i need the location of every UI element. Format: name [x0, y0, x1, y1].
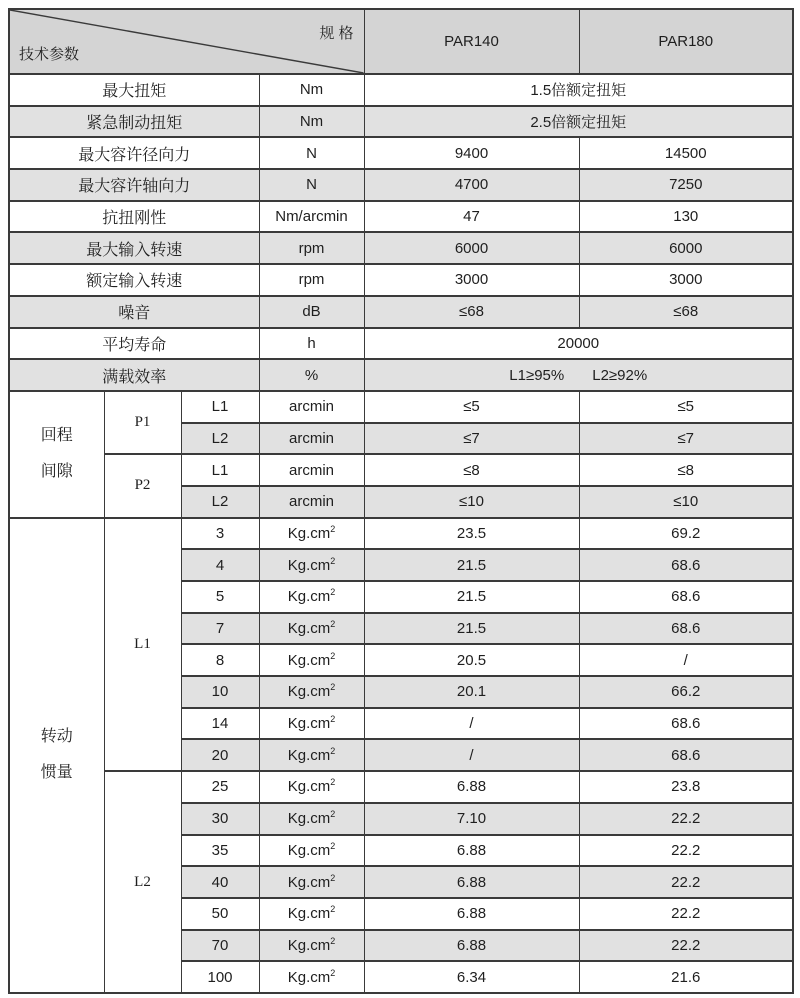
unit-cell: %: [259, 359, 364, 391]
spec-label: 抗扭刚性: [9, 201, 259, 233]
spanned-value-cell: 2.5倍额定扭矩: [364, 106, 793, 138]
par180-value-cell: 22.2: [579, 835, 793, 867]
unit-cell: Nm: [259, 106, 364, 138]
par140-value-cell: 6.88: [364, 898, 579, 930]
row-rated-input-speed: [9, 264, 793, 296]
par180-value-cell: 130: [579, 201, 793, 233]
par180-value-cell: 68.6: [579, 708, 793, 740]
unit-superscript: 2: [330, 619, 336, 630]
par180-value-cell: 22.2: [579, 930, 793, 962]
spec-corner-label: 规 格: [319, 25, 354, 42]
ratio-cell: 14: [181, 708, 259, 740]
backlash-p2-cell: P2: [104, 454, 181, 517]
unit-cell: [259, 581, 364, 613]
ratio-cell: 3: [181, 518, 259, 550]
unit-cell: Nm: [259, 74, 364, 106]
par180-value-cell: 68.6: [579, 739, 793, 771]
unit-base: Kg.cm: [287, 936, 331, 954]
unit-superscript: 2: [330, 523, 336, 534]
par140-value-cell: ≤5: [364, 391, 579, 423]
row-max-input-speed: [9, 232, 793, 264]
par140-value-cell: 21.5: [364, 581, 579, 613]
unit-superscript: 2: [330, 587, 336, 598]
unit-cell: arcmin: [259, 391, 364, 423]
par180-value-cell: /: [579, 644, 793, 676]
par140-value-cell: ≤10: [364, 486, 579, 518]
unit-base: Kg.cm: [287, 905, 331, 923]
unit-cell: arcmin: [259, 486, 364, 518]
unit-cell: dB: [259, 296, 364, 328]
par140-value-cell: ≤68: [364, 296, 579, 328]
ratio-cell: 40: [181, 866, 259, 898]
par180-value-cell: ≤7: [579, 423, 793, 455]
spec-table: [8, 8, 794, 994]
ratio-cell: 5: [181, 581, 259, 613]
ratio-cell: 50: [181, 898, 259, 930]
ratio-cell: 30: [181, 803, 259, 835]
spec-label: 满载效率: [9, 359, 259, 391]
unit-cell: [259, 835, 364, 867]
row-emergency-brake-torque: [9, 106, 793, 138]
unit-base: Kg.cm: [287, 556, 331, 574]
par140-value-cell: 3000: [364, 264, 579, 296]
column-header-par140: PAR140: [364, 9, 579, 74]
unit-base: Kg.cm: [287, 810, 331, 828]
spanned-value-cell: 20000: [364, 328, 793, 360]
ratio-cell: 35: [181, 835, 259, 867]
unit-cell: [259, 549, 364, 581]
ratio-cell: 20: [181, 739, 259, 771]
level-cell: L1: [181, 454, 259, 486]
spanned-value-cell: [364, 359, 793, 391]
unit-superscript: 2: [330, 809, 336, 820]
column-header-par180: PAR180: [579, 9, 793, 74]
par180-value-cell: ≤68: [579, 296, 793, 328]
ratio-cell: 25: [181, 771, 259, 803]
unit-base: Kg.cm: [287, 620, 331, 638]
row-full-load-efficiency: [9, 359, 793, 391]
par140-value-cell: ≤8: [364, 454, 579, 486]
par140-value-cell: 20.1: [364, 676, 579, 708]
par140-value-cell: 47: [364, 201, 579, 233]
unit-base: Kg.cm: [287, 683, 331, 701]
level-cell: L2: [181, 423, 259, 455]
ratio-cell: 100: [181, 961, 259, 993]
row-average-life: [9, 328, 793, 360]
inertia-l1-cell: L1: [104, 518, 181, 772]
unit-superscript: 2: [330, 555, 336, 566]
par140-value-cell: 9400: [364, 137, 579, 169]
par180-value-cell: 22.2: [579, 866, 793, 898]
unit-cell: [259, 930, 364, 962]
header-row: [9, 9, 793, 74]
backlash-section-label: [9, 391, 104, 518]
unit-base: Kg.cm: [287, 873, 331, 891]
par180-value-cell: 68.6: [579, 581, 793, 613]
unit-superscript: 2: [330, 777, 336, 788]
row-torsional-rigidity: [9, 201, 793, 233]
ratio-cell: 7: [181, 613, 259, 645]
par140-value-cell: /: [364, 739, 579, 771]
unit-superscript: 2: [330, 904, 336, 915]
unit-cell: [259, 708, 364, 740]
par180-value-cell: 22.2: [579, 898, 793, 930]
par140-value-cell: /: [364, 708, 579, 740]
par180-value-cell: ≤5: [579, 391, 793, 423]
unit-base: Kg.cm: [287, 841, 331, 859]
unit-cell: rpm: [259, 232, 364, 264]
efficiency-l2-value: L2≥92%: [592, 366, 648, 384]
par140-value-cell: ≤7: [364, 423, 579, 455]
par180-value-cell: 68.6: [579, 549, 793, 581]
unit-cell: [259, 644, 364, 676]
par140-value-cell: 20.5: [364, 644, 579, 676]
backlash-label-line2: 间隙: [40, 463, 73, 481]
inertia-label-line2: 惯量: [40, 764, 73, 782]
unit-cell: arcmin: [259, 423, 364, 455]
unit-superscript: 2: [330, 840, 336, 851]
unit-superscript: 2: [330, 650, 336, 661]
par140-value-cell: 21.5: [364, 549, 579, 581]
level-cell: L2: [181, 486, 259, 518]
par140-value-cell: 23.5: [364, 518, 579, 550]
unit-cell: [259, 739, 364, 771]
inertia-row: [9, 771, 793, 803]
unit-cell: rpm: [259, 264, 364, 296]
params-corner-label: 技术参数: [19, 46, 80, 63]
par140-value-cell: 6.88: [364, 771, 579, 803]
unit-cell: [259, 613, 364, 645]
unit-cell: [259, 961, 364, 993]
par180-value-cell: 6000: [579, 232, 793, 264]
backlash-label-line1: 回程: [40, 427, 73, 445]
spec-label: 最大输入转速: [9, 232, 259, 264]
inertia-section-label: [9, 518, 104, 993]
unit-superscript: 2: [330, 967, 336, 978]
par180-value-cell: 7250: [579, 169, 793, 201]
par140-value-cell: 6.88: [364, 835, 579, 867]
unit-cell: [259, 898, 364, 930]
unit-base: Kg.cm: [287, 746, 331, 764]
unit-cell: arcmin: [259, 454, 364, 486]
row-max-torque: [9, 74, 793, 106]
unit-cell: N: [259, 137, 364, 169]
spec-label: 噪音: [9, 296, 259, 328]
par140-value-cell: 6.88: [364, 930, 579, 962]
spec-label: 额定输入转速: [9, 264, 259, 296]
unit-cell: [259, 518, 364, 550]
unit-base: Kg.cm: [287, 778, 331, 796]
backlash-row: [9, 391, 793, 423]
backlash-row: [9, 454, 793, 486]
par140-value-cell: 7.10: [364, 803, 579, 835]
unit-cell: [259, 803, 364, 835]
diagonal-header-cell: [9, 9, 364, 74]
spec-label: 最大容许轴向力: [9, 169, 259, 201]
unit-base: Kg.cm: [287, 715, 331, 733]
par180-value-cell: 22.2: [579, 803, 793, 835]
unit-superscript: 2: [330, 682, 336, 693]
unit-superscript: 2: [330, 872, 336, 883]
ratio-cell: 4: [181, 549, 259, 581]
spec-label: 平均寿命: [9, 328, 259, 360]
par180-value-cell: 66.2: [579, 676, 793, 708]
unit-superscript: 2: [330, 745, 336, 756]
level-cell: L1: [181, 391, 259, 423]
unit-base: Kg.cm: [287, 651, 331, 669]
par180-value-cell: 23.8: [579, 771, 793, 803]
par180-value-cell: 3000: [579, 264, 793, 296]
row-max-radial-force: [9, 137, 793, 169]
par140-value-cell: 4700: [364, 169, 579, 201]
efficiency-l1-value: L1≥95%: [509, 366, 565, 384]
par140-value-cell: 6.88: [364, 866, 579, 898]
unit-base: Kg.cm: [287, 524, 331, 542]
par140-value-cell: 6.34: [364, 961, 579, 993]
par180-value-cell: 14500: [579, 137, 793, 169]
unit-cell: [259, 771, 364, 803]
ratio-cell: 10: [181, 676, 259, 708]
par180-value-cell: 69.2: [579, 518, 793, 550]
row-max-axial-force: [9, 169, 793, 201]
row-noise: [9, 296, 793, 328]
spec-label: 最大容许径向力: [9, 137, 259, 169]
inertia-row: [9, 518, 793, 550]
unit-cell: N: [259, 169, 364, 201]
par140-value-cell: 21.5: [364, 613, 579, 645]
inertia-l2-cell: L2: [104, 771, 181, 993]
par180-value-cell: 68.6: [579, 613, 793, 645]
unit-superscript: 2: [330, 935, 336, 946]
spec-label: 最大扭矩: [9, 74, 259, 106]
unit-base: Kg.cm: [287, 968, 331, 986]
spanned-value-cell: 1.5倍额定扭矩: [364, 74, 793, 106]
ratio-cell: 70: [181, 930, 259, 962]
unit-cell: [259, 676, 364, 708]
par140-value-cell: 6000: [364, 232, 579, 264]
unit-superscript: 2: [330, 714, 336, 725]
ratio-cell: 8: [181, 644, 259, 676]
spec-label: 紧急制动扭矩: [9, 106, 259, 138]
par180-value-cell: 21.6: [579, 961, 793, 993]
backlash-p1-cell: P1: [104, 391, 181, 454]
unit-base: Kg.cm: [287, 588, 331, 606]
unit-cell: Nm/arcmin: [259, 201, 364, 233]
par180-value-cell: ≤8: [579, 454, 793, 486]
par180-value-cell: ≤10: [579, 486, 793, 518]
unit-cell: [259, 866, 364, 898]
unit-cell: h: [259, 328, 364, 360]
inertia-label-line1: 转动: [40, 728, 73, 746]
